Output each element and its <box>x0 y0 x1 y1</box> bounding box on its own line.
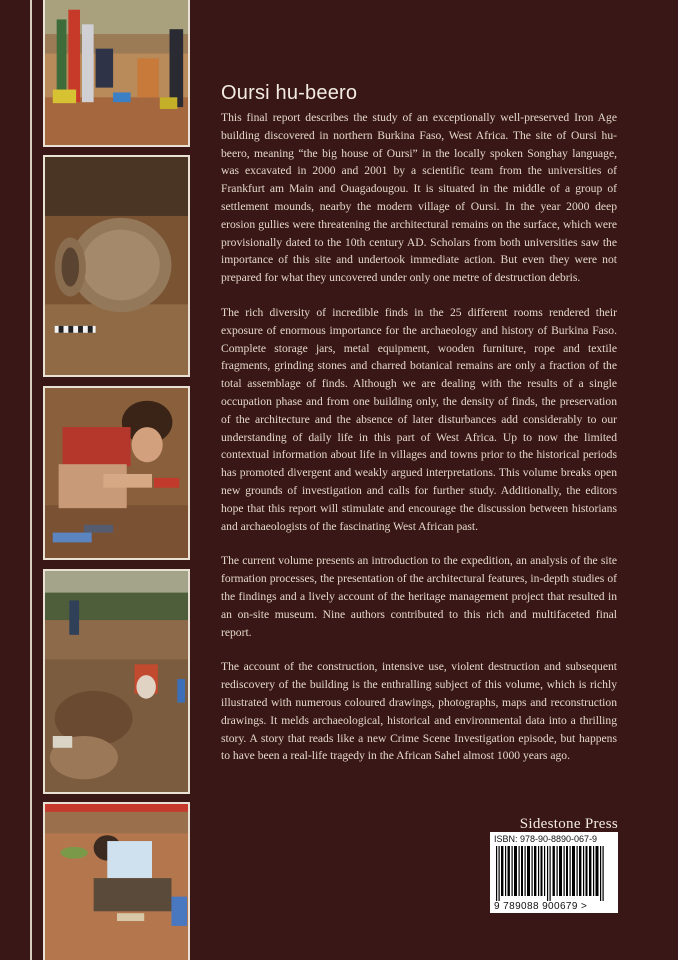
spine-divider <box>30 0 32 960</box>
description-paragraph: The rich diversity of incredible finds in the 25 different rooms rendered their exposure of enormous importance for the archaeology and history of Burkina Faso. Complete storage jars, metal equipment, wooden furniture, rope and textile fragments, grinding stones and charred botanical remains are only a fraction of the total assemblage of finds. Although we are dealing with the results of a single occupation phase and from one building only, the density of finds, the preservation of the architecture and the absence of later disturbances add considerably to our understanding of daily life in this part of West Africa. Up to now the limited contextual information about life in villages and towns prior to the historical periods has promoted divergent and weakly argued interpretations. This volume breaks open new grounds of investigation and calls for further study. Additionally, the editors hope that this report will stimulate and encourage the discussion between historians and archaeologists of the fascinating West African past. <box>221 305 617 533</box>
excavation-photo-jar <box>43 155 190 377</box>
barcode-digits: 9 789088 900679 > <box>494 901 588 912</box>
description-paragraph: The account of the construction, intensive use, violent destruction and subsequent rediscovery of the building is the enthralling subject of this volume, which is richly illustrated with numerous coloured drawings, photographs, maps and reconstruction drawings. It melds archaeological, historical and environmental data into a thrilling story. A story that reads like a new Crime Scene Investigation episode, but happens to have been a real-life tragedy in the African Sahel almost 1000 years ago. <box>221 660 617 763</box>
excavation-photo-site <box>43 569 190 794</box>
excavation-photo-kneeling <box>43 802 190 960</box>
description-column <box>221 80 617 782</box>
excavation-photo-team <box>43 0 190 147</box>
description-paragraph: This final report describes the study of an exceptionally well-preserved Iron Age building discovered in northern Burkina Faso, West Africa. The site of Oursi hu-beero, meaning “the big house of Oursi” in the locally spoken Songhay language, was excavated in 2000 and 2001 by a scientific team from the universities of Frankfurt am Main and Ouagadougou. It is situated in the middle of a group of settlement mounds, nearby the modern village of Oursi. In the year 2000 deep erosion gullies were threatening the architectural remains on the surface, which were provisionally dated to the 10th century AD. Scholars from both universities saw the importance of this site and undertook immediate action. But even they were not prepared for what they uncovered under only one metre of destruction debris. <box>221 111 617 285</box>
barcode-icon <box>494 846 614 901</box>
photo-strip <box>43 0 190 960</box>
excavation-photo-digger <box>43 386 190 560</box>
barcode-panel <box>490 832 618 913</box>
description-paragraph: The current volume presents an introduction to the expedition, an analysis of the site formation processes, the presentation of the architectural features, in-depth studies of the findings and a lively account of the heritage management project that resulted in an on-site museum. Nine authors contributed to this rich and multifaceted final report. <box>221 554 617 639</box>
isbn-label: ISBN: 978-90-8890-067-9 <box>494 834 598 844</box>
publisher-name: Sidestone Press <box>519 816 618 832</box>
book-title: Oursi hu-beero <box>221 82 358 104</box>
